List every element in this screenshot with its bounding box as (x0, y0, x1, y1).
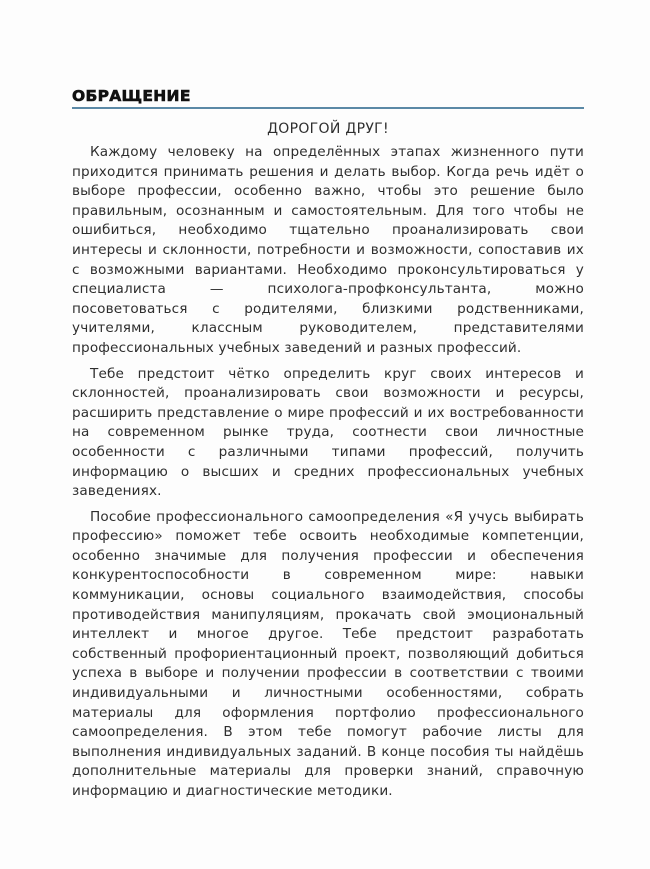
document-page (72, 86, 584, 808)
body-text (72, 143, 584, 802)
paragraph-1: Каждому человеку на определённых этапах жизненного пути приходится принимать решения и делать выбор. Когда речь идёт о выборе профессии, особенно важно, чтобы это решение было правильным, осознанным и самостоятельным. Для того чтобы не ошибиться, необходимо тщательно проанализировать свои интересы и склонности, потребности и возможности, сопоставив их с возможными вариантами. Необходимо проконсультироваться у специалиста — психолога-профконсультанта, можно посоветоваться с родителями, близкими родственниками, учителями, классным руководителем, представителями профессиональных учебных заведений и разных профессий. (72, 144, 584, 356)
paragraph-2: Тебе предстоит чётко определить круг своих интересов и склонностей, проанализировать свои возможности и ресурсы, расширить представление о мире профессий и их востребованности на современном рынке труда, соотнести свои личностные особенности с различными типами профессий, получить информацию о высших и средних профессиональных учебных заведениях. (72, 365, 584, 500)
salutation: ДОРОГОЙ ДРУГ! (267, 121, 389, 137)
heading-rule (72, 107, 584, 109)
paragraph-3: Пособие профессионального самоопределения «Я учусь выбирать профессию» поможет тебе освоить необходимые компетенции, особенно значимые для получения профессии и обеспечения конкурентоспособности в современном мире: навыки коммуникации, основы социального взаимодействия, способы противодействия манипуляциям, прокачать свой эмоциональный интеллект и многое другое. Тебе предстоит разработать собственный профориентационный проект, позволяющий добиться успеха в выборе и получении профессии в соответствии с твоими индивидуальными и личностными особенностями, собрать материалы для оформления портфолио профессионального самоопределения. В этом тебе помогут рабочие листы для выполнения индивидуальных заданий. В конце пособия ты найдёшь дополнительные материалы для проверки знаний, справочную информацию и диагностические методики. (72, 508, 584, 799)
section-heading: ОБРАЩЕНИЕ (72, 87, 191, 105)
